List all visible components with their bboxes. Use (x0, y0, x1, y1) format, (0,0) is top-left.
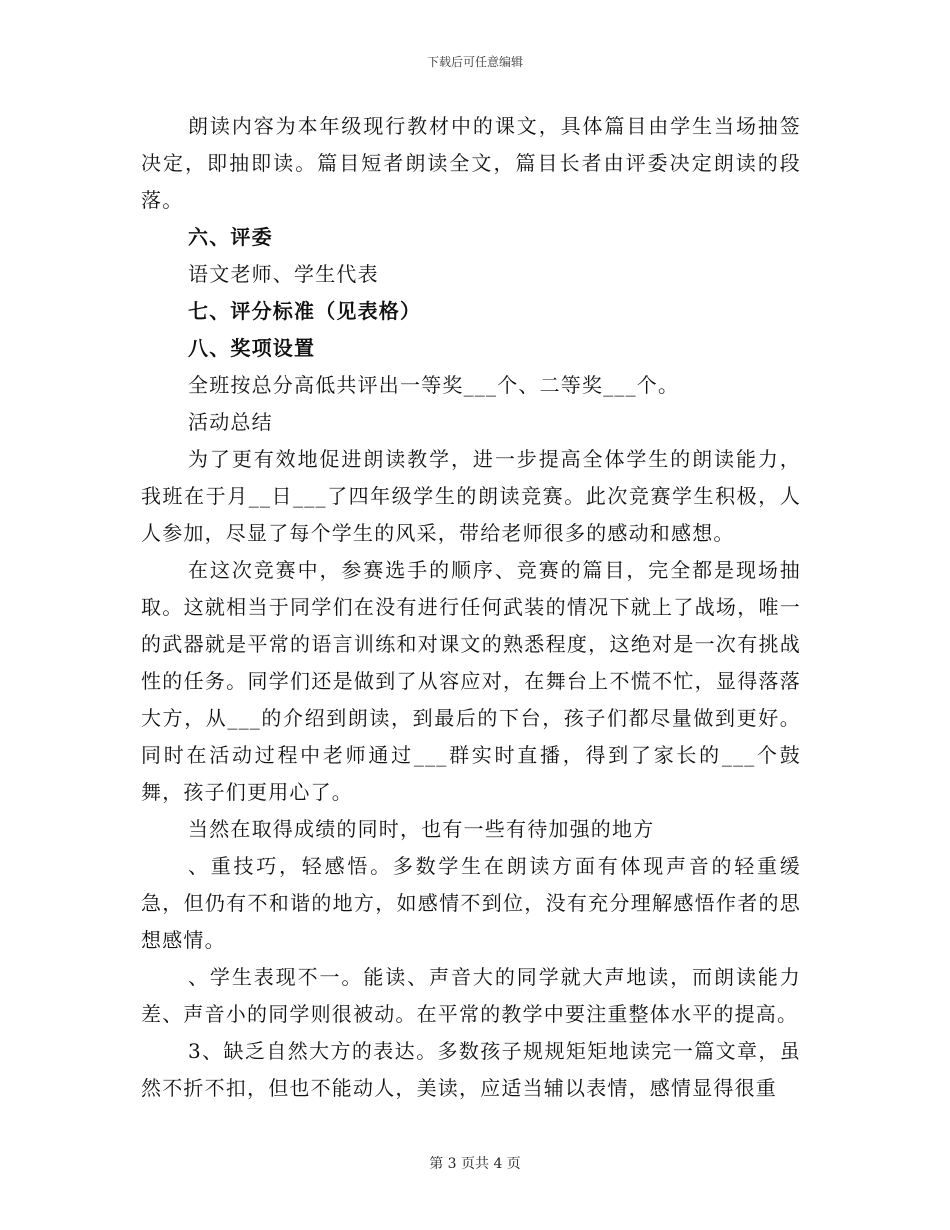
heading-scoring-standard: 七、评分标准（见表格） (188, 299, 422, 323)
section-title-summary: 活动总结 (188, 410, 273, 434)
paragraph-reading-content: 朗读内容为本年级现行教材中的课文，具体篇目由学生当场抽签决定，即抽即读。篇目短者朗读全文，篇目长者由评委决定朗读的段落。 (141, 114, 801, 212)
paragraph-judges: 语文老师、学生代表 (188, 262, 379, 286)
paragraph-competition: 在这次竞赛中，参赛选手的顺序、竞赛的篇目，完全都是现场抽取。这就相当于同学们在没有进行任何武装的情况下就上了战场，唯一的武器就是平常的语言训练和对课文的熟悉程度，这绝对是一次有挑战性的任务。同学们还是做到了从容应对，在舞台上不慌不忙，显得落落大方，从___的介绍到朗读，到最后的下台，孩子们都尽量做到更好。同时在活动过程中老师通过___群实时直播，得到了家长的___个鼓舞，孩子们更用心了。 (141, 558, 801, 804)
document-body (141, 108, 801, 1107)
paragraph-improvements: 当然在取得成绩的同时，也有一些有待加强的地方 (188, 817, 655, 841)
paragraph-summary-intro: 为了更有效地促进朗读教学，进一步提高全体学生的朗读能力，我班在于月__日___了四年级学生的朗读竞赛。此次竞赛学生积极，人人参加，尽显了每个学生的风采，带给老师很多的感动和感想。 (141, 447, 801, 545)
page-header: 下载后可任意编辑 (426, 55, 523, 69)
paragraph-point-technique: 、重技巧，轻感悟。多数学生在朗读方面有体现声音的轻重缓急，但仍有不和谐的地方，如感情不到位，没有充分理解感悟作者的思想感情。 (141, 854, 801, 952)
heading-awards: 八、奖项设置 (188, 336, 316, 360)
paragraph-awards: 全班按总分高低共评出一等奖___个、二等奖___个。 (188, 373, 680, 397)
paragraph-point-performance: 、学生表现不一。能读、声音大的同学就大声地读，而朗读能力差、声音小的同学则很被动。在平常的教学中要注重整体水平的提高。 (141, 965, 801, 1026)
paragraph-point-expression: 3、缺乏自然大方的表达。多数孩子规规矩矩地读完一篇文章，虽然不折不扣，但也不能动人，美读，应适当辅以表情，感情显得很重 (141, 1039, 801, 1100)
page-footer: 第 3 页共 4 页 (429, 1156, 521, 1172)
heading-judges: 六、评委 (188, 225, 273, 249)
